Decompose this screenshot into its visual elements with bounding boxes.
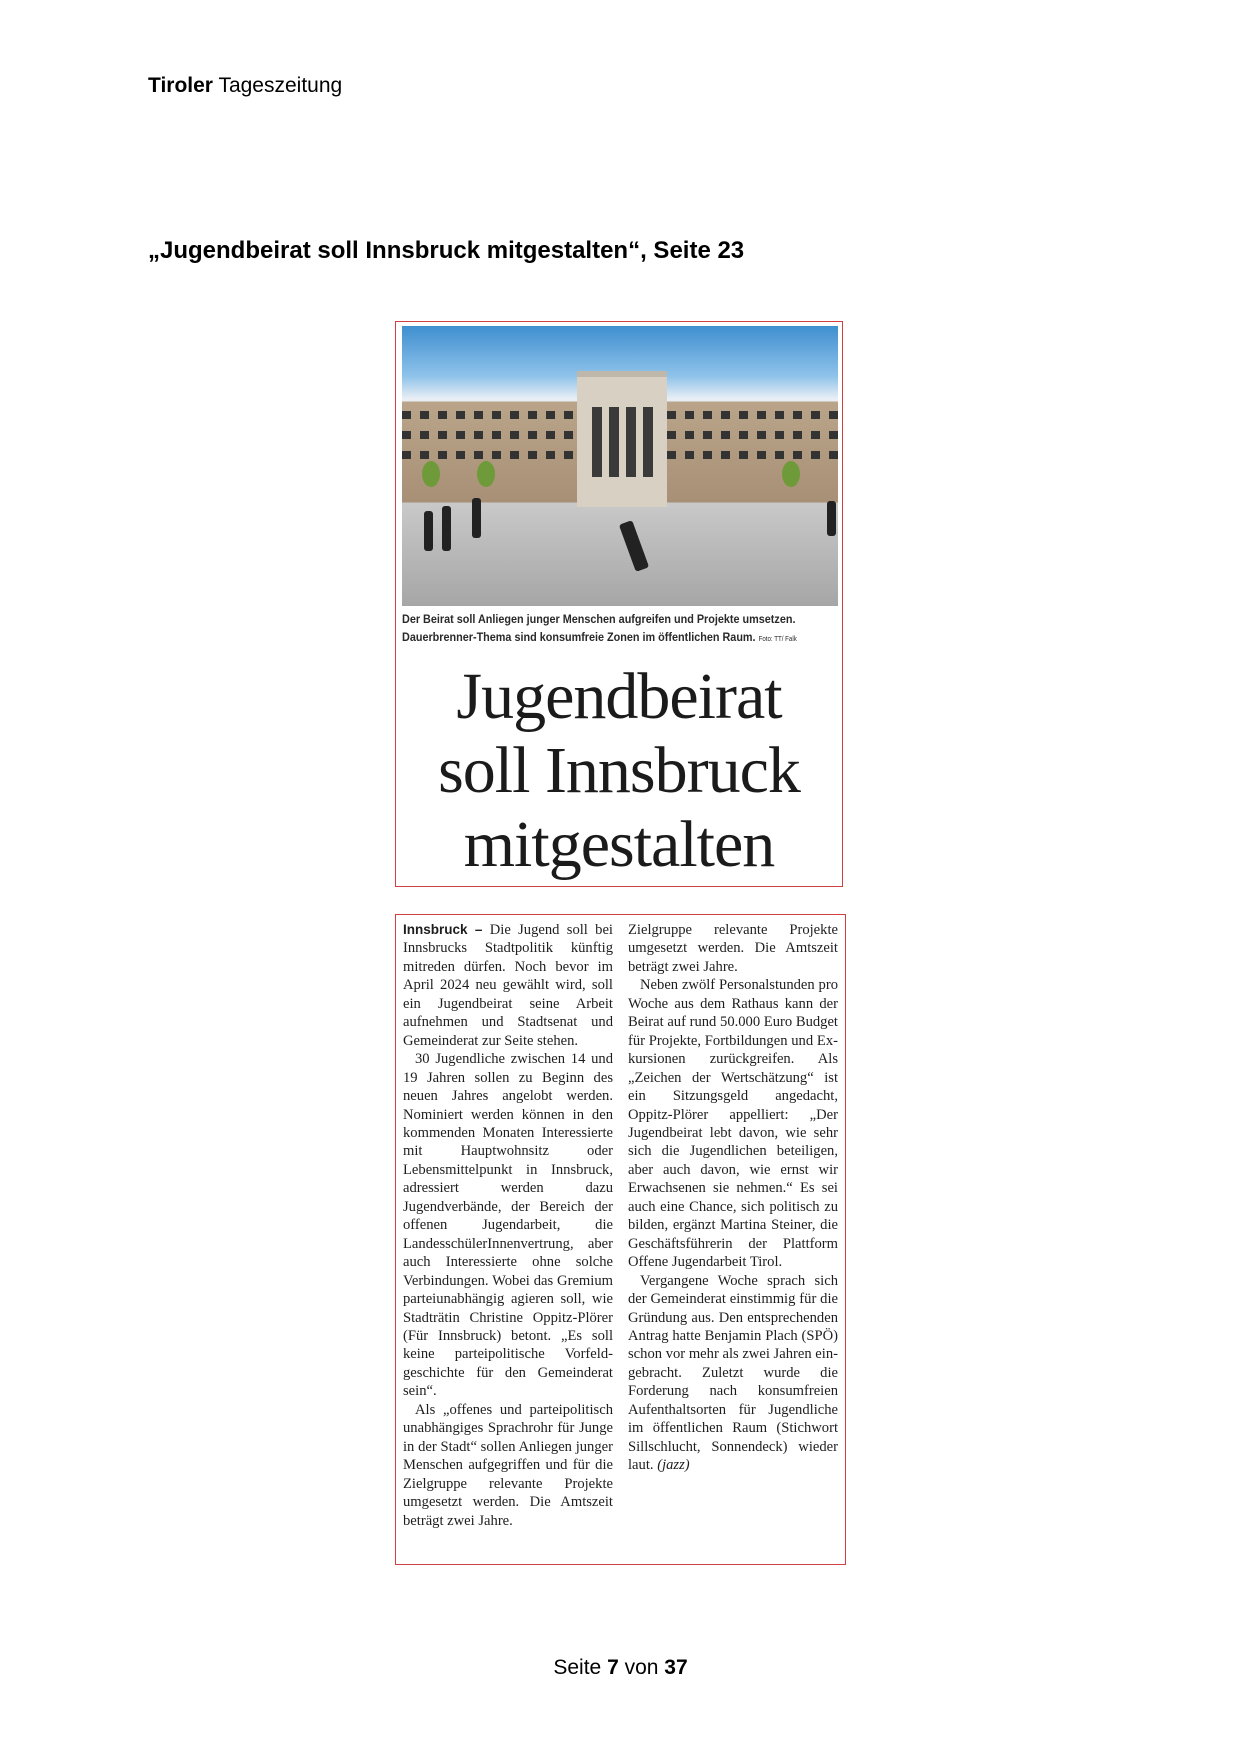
caption-line: Dauerbrenner-Thema sind konsumfreie Zonen im öffentlichen Raum. xyxy=(402,630,756,644)
article-paragraph: Zielgruppe relevante Projekte umgesetzt werden. Die Amtszeit beträgt zwei Jahre. xyxy=(628,922,838,975)
photo-credit: Foto: TT/ Falk xyxy=(758,636,797,643)
article-headline xyxy=(396,660,842,882)
article-clipping-body xyxy=(395,914,846,1565)
page-footer xyxy=(0,1656,1241,1680)
building-windows xyxy=(667,451,838,459)
person xyxy=(442,506,451,551)
article-photo xyxy=(402,326,838,606)
paragraph-text: Vergangene Woche sprach sich der Gemeinderat einstimmig für die Gründung aus. Den entsprechenden Antrag hatte Benjamin Plach (SPÖ) schon vor mehr als zwei Jahren eingebracht. Zuletzt wurde die Forderung nach konsumfreien Aufenthaltsorten für Jugendliche im öffentlichen Raum (Stichwort Sillschlucht, Sonnendeck) wieder laut. xyxy=(628,1272,838,1474)
tree xyxy=(477,461,495,487)
tree xyxy=(782,461,800,487)
headline-line: mitgestalten xyxy=(463,808,775,881)
building-windows xyxy=(667,431,838,439)
article-paragraph: Als „offenes und parteipolitisch unabhängiges Sprachrohr für Junge in der Stadt“ sollen Anliegen junger Menschen aufgegriffen und für die Zielgruppe relevante Projekte umgesetzt werden. Die Amtszeit beträgt zwei Jahre. xyxy=(403,1401,613,1529)
publication-name-bold: Tiroler xyxy=(148,74,213,97)
building-windows xyxy=(402,411,577,419)
author-initials: (jazz) xyxy=(657,1457,690,1474)
headline-line: soll Innsbruck xyxy=(438,734,800,807)
publication-name xyxy=(148,74,342,98)
dateline: Innsbruck – xyxy=(403,922,483,937)
article-paragraph xyxy=(403,921,613,1050)
caption-line: Der Beirat soll Anliegen junger Menschen aufgreifen und Projekte umsetzen. xyxy=(402,612,796,626)
current-page: 7 xyxy=(607,1656,619,1679)
photo-caption xyxy=(402,610,797,649)
person xyxy=(472,498,481,538)
person xyxy=(827,501,836,536)
building-windows xyxy=(402,451,577,459)
tree xyxy=(422,461,440,487)
article-paragraph: Neben zwölf Personalstunden pro Woche aus dem Rathaus kann der Beirat auf rund 50.000 Euro Budget für Projekte, Fortbildungen und Exkursionen zurückgreifen. Als „Zeichen der Wertschätzung“ ist ein Sitzungsgeld angedacht, Oppitz-Plörer appelliert: „Der Jugendbeirat lebt davon, wie sehr sich die Jugendlichen beteiligen, aber auch davon, wie ernst wir Erwachsenen sie nehmen.“ Es sei auch eine Chance, sich politisch zu bilden, ergänzt Martina Steiner, die Geschäftsführerin der Plattform Offene Jugendarbeit Tirol. xyxy=(628,977,838,1271)
headline-line: Jugendbeirat xyxy=(456,660,782,733)
footer-middle: von xyxy=(624,1656,659,1679)
publication-name-rest: Tageszeitung xyxy=(218,74,343,97)
skateboarder xyxy=(619,520,649,572)
paragraph-text: Die Jugend soll bei Innsbrucks Stadtpolitik künftig mitreden dürfen. Noch bevor im April 2024 neu gewählt wird, soll ein Jugendbeirat seine Arbeit aufnehmen und Stadtsenat und Gemeinderat zur Seite stehen. xyxy=(403,922,613,1049)
building-center xyxy=(577,371,667,507)
article-paragraph xyxy=(628,1272,838,1475)
total-pages: 37 xyxy=(664,1656,688,1679)
building-windows xyxy=(402,431,577,439)
person xyxy=(424,511,433,551)
building-windows xyxy=(667,411,838,419)
article-column-1 xyxy=(403,921,613,1529)
article-paragraph: 30 Jugendliche zwischen 14 und 19 Jahren sollen zu Beginn des neuen Jahres angelobt werden. Nominiert werden können in den kommenden Monaten Interessierte mit Hauptwohnsitz oder Lebensmittelpunkt in Innsbruck, adressiert werden dazu Jugendverbände, der Bereich der offenen Jugendarbeit, die LandesschülerInnenvertrung, aber auch Interessierte ohne solche Verbindungen. Wobei das Gremium parteiunabhängig agieren soll, wie Stadträtin Christine Oppitz-Plörer (Für Innsbruck) betont. „Es soll keine parteipolitische Vorfeldgeschichte für den Gemeinderat sein“. xyxy=(403,1051,613,1400)
footer-prefix: Seite xyxy=(553,1656,602,1679)
document-title: „Jugendbeirat soll Innsbruck mitgestalten“, Seite 23 xyxy=(148,237,745,264)
article-clipping-header xyxy=(395,321,843,887)
article-column-2 xyxy=(628,921,838,1475)
